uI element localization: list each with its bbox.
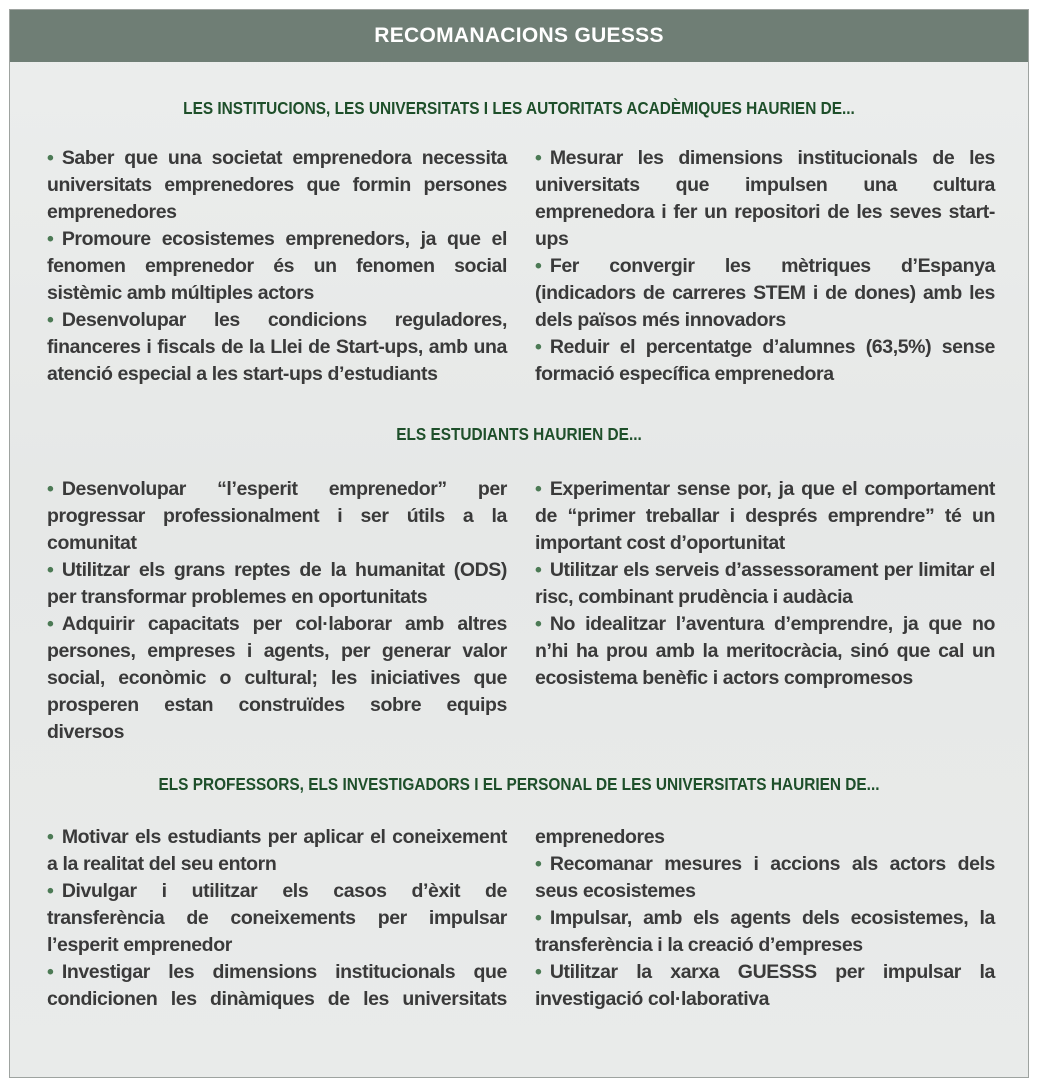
bullet-icon: • — [47, 826, 54, 848]
bullet-icon: • — [47, 880, 54, 902]
list-item: • Utilitzar la xarxa GUESSS per impulsar la investigació col·laborativa — [535, 961, 995, 1010]
section-list-institutions — [47, 145, 995, 425]
list-item: • Recomanar mesures i accions als actors dels seus ecosistemes — [535, 853, 995, 902]
list-item: • Fer convergir les mètriques d’Espanya (indicadors de carreres STEM i de dones) amb les dels països més innovadors — [535, 255, 995, 331]
panel-title: RECOMANACIONS GUESSS — [374, 24, 664, 47]
recommendations-panel — [9, 9, 1029, 1078]
list-item: • Utilitzar els serveis d’assessorament per limitar el risc, combinant prudència i audàcia — [535, 559, 995, 608]
bullet-icon: • — [47, 147, 54, 169]
bullet-icon: • — [47, 228, 54, 250]
section-list-faculty — [47, 824, 995, 1014]
list-item: • Saber que una societat emprenedora necessita universitats emprenedores que formin persones emprenedores — [47, 147, 507, 223]
list-item: • Promoure ecosistemes emprenedors, ja que el fenomen emprenedor és un fenomen social sistèmic amb múltiples actors — [47, 228, 507, 304]
section-list-students — [47, 476, 995, 748]
bullet-icon: • — [47, 478, 54, 500]
bullet-icon: • — [535, 613, 542, 635]
list-item: • Desenvolupar “l’esperit emprenedor” per progressar professionalment i ser útils a la comunitat — [47, 478, 507, 554]
list-item: • Experimentar sense por, ja que el comportament de “primer treballar i després emprendre” té un important cost d’oportunitat — [535, 478, 995, 554]
list-item: • Motivar els estudiants per aplicar el coneixement a la realitat del seu entorn — [47, 826, 507, 875]
bullet-icon: • — [535, 478, 542, 500]
list-item: • No idealitzar l’aventura d’emprendre, ja que no n’hi ha prou amb la meritocràcia, sinó que cal un ecosistema benèfic i actors compromesos — [535, 613, 995, 689]
list-item: • Divulgar i utilitzar els casos d’èxit de transferència de coneixements per impulsar l’esperit emprenedor — [47, 880, 507, 956]
bullet-icon: • — [535, 559, 542, 581]
list-item: • Investigar les dimensions institucionals que condicionen les dinàmiques de les universitats emprenedores — [47, 826, 665, 1010]
panel-header — [10, 10, 1028, 62]
bullet-icon: • — [535, 907, 542, 929]
bullet-icon: • — [535, 853, 542, 875]
section-title-institutions: LES INSTITUCIONS, LES UNIVERSITATS I LES AUTORITATS ACADÈMIQUES HAURIEN DE... — [183, 98, 855, 118]
list-item: • Desenvolupar les condicions reguladores, financeres i fiscals de la Llei de Start-ups, amb una atenció especial a les start-ups d’estudiants — [47, 309, 507, 385]
list-item: • Mesurar les dimensions institucionals de les universitats que impulsen una cultura emprenedora i fer un repositori de les seves start-ups — [535, 147, 995, 250]
bullet-icon: • — [47, 309, 54, 331]
bullet-icon: • — [47, 613, 54, 635]
bullet-icon: • — [47, 961, 54, 983]
section-title-faculty: ELS PROFESSORS, ELS INVESTIGADORS I EL PERSONAL DE LES UNIVERSITATS HAURIEN DE... — [158, 774, 880, 794]
list-item: • Adquirir capacitats per col·laborar amb altres persones, empreses i agents, per generar valor social, econòmic o cultural; les iniciatives que prosperen estan construïdes sobre equips diversos — [47, 613, 507, 743]
bullet-icon: • — [535, 147, 542, 169]
bullet-icon: • — [47, 559, 54, 581]
bullet-icon: • — [535, 255, 542, 277]
section-title-students: ELS ESTUDIANTS HAURIEN DE... — [396, 424, 642, 444]
list-item: • Utilitzar els grans reptes de la humanitat (ODS) per transformar problemes en oportunitats — [47, 559, 507, 608]
list-item: • Impulsar, amb els agents dels ecosistemes, la transferència i la creació d’empreses — [535, 907, 995, 956]
list-item: • Reduir el percentatge d’alumnes (63,5%) sense formació específica emprenedora — [535, 336, 995, 385]
bullet-icon: • — [535, 336, 542, 358]
bullet-icon: • — [535, 961, 542, 983]
